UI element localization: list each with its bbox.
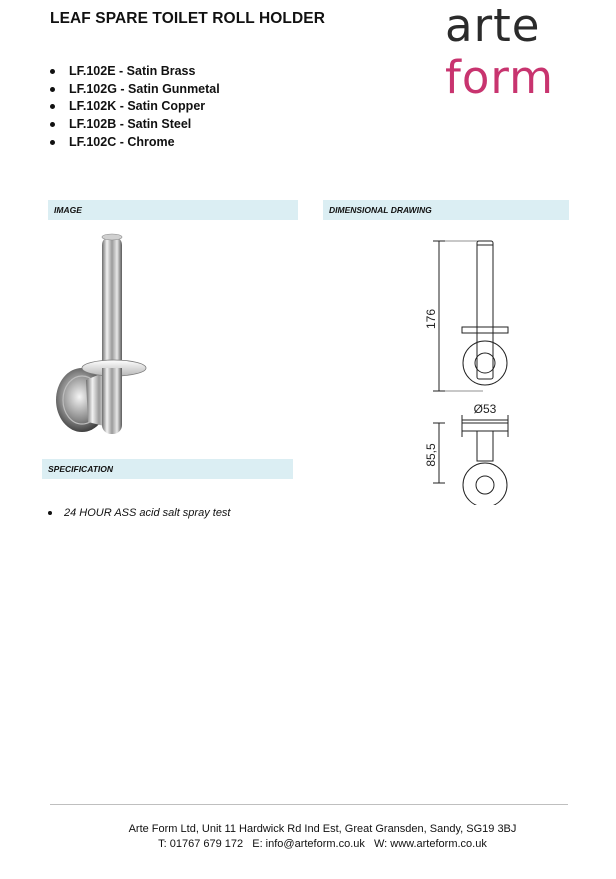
footer-contacts: [50, 837, 595, 852]
arteform-logo: [445, 2, 575, 102]
variant-item: LF.102G - Satin Gunmetal: [50, 81, 220, 99]
image-section-header: IMAGE: [48, 200, 298, 220]
specification-section-header: SPECIFICATION: [42, 459, 293, 479]
variant-item: LF.102C - Chrome: [50, 134, 220, 152]
drawing-section-header: DIMENSIONAL DRAWING: [323, 200, 569, 220]
footer-divider: [50, 804, 568, 805]
footer-address: Arte Form Ltd, Unit 11 Hardwick Rd Ind Est, Great Gransden, Sandy, SG19 3BJ: [128, 823, 517, 835]
holder-post: [102, 236, 122, 434]
logo-word-arte: arte: [445, 0, 541, 52]
footer-phone: T: 01767 679 172: [158, 838, 244, 850]
variant-item: LF.102B - Satin Steel: [50, 116, 220, 134]
height-dimension-label: 176: [424, 308, 438, 330]
variant-item: LF.102E - Satin Brass: [50, 63, 220, 81]
variant-item: LF.102K - Satin Copper: [50, 98, 220, 116]
document-title: LEAF SPARE TOILET ROLL HOLDER: [50, 10, 326, 27]
product-image: [50, 230, 160, 445]
footer: [50, 822, 595, 852]
variant-list: [50, 63, 220, 152]
specification-item: 24 HOUR ASS acid salt spray test: [48, 505, 231, 521]
logo-word-form: form: [445, 51, 554, 104]
diameter-dimension-label: Ø53: [473, 402, 497, 416]
footer-email[interactable]: E: info@arteform.co.uk: [252, 838, 365, 850]
specification-list: [48, 505, 231, 521]
footer-web[interactable]: W: www.arteform.co.uk: [373, 838, 487, 850]
dimensional-drawing: [415, 235, 525, 505]
depth-dimension-label: 85,5: [424, 443, 438, 467]
